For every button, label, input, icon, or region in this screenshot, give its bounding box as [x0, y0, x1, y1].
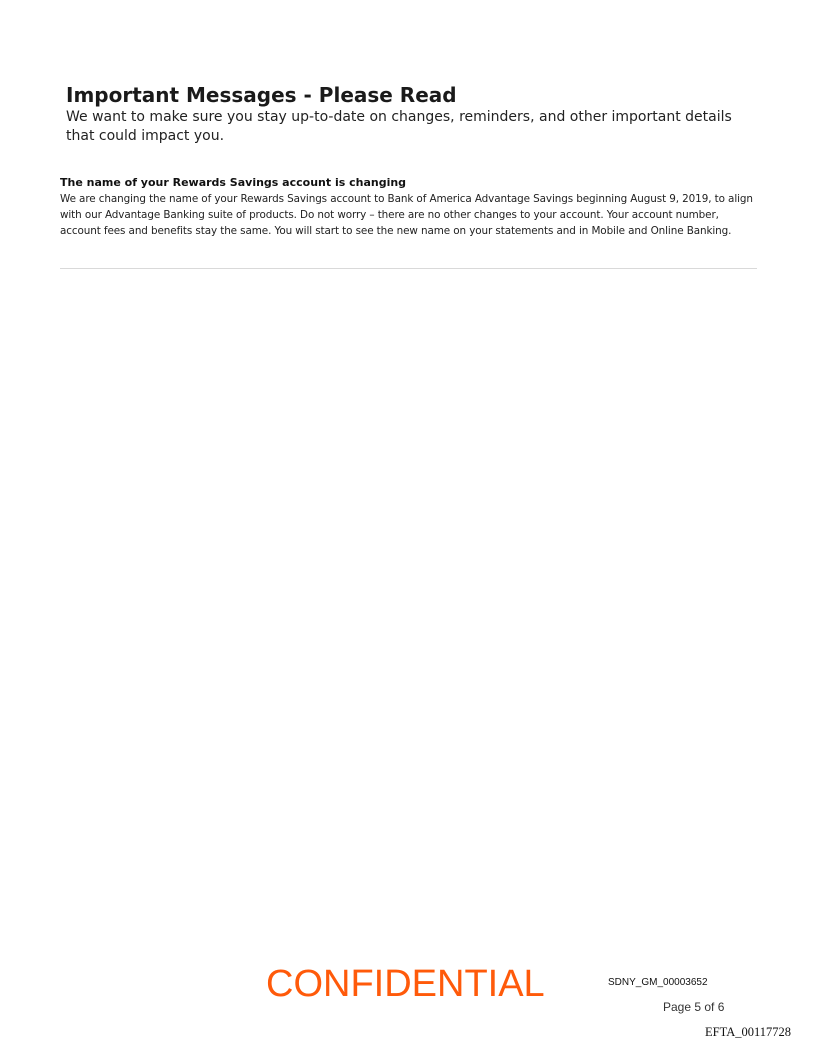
- message-heading: The name of your Rewards Savings account is changing: [60, 176, 407, 189]
- bates-number: SDNY_GM_00003652: [608, 977, 708, 988]
- efta-id: EFTA_00117728: [705, 1025, 792, 1039]
- page-number: Page 5 of 6: [663, 1000, 725, 1014]
- divider: [60, 268, 757, 269]
- message-body: We are changing the name of your Rewards Savings account to Bank of America Advantage Savings beginning August 9, 2019, to align with our Advantage Banking suite of products. Do not worry – there are no other changes to your account. Your account number, account fees and benefits stay the same. You will start to see the new name on your statements and in Mobile and Online Banking.: [60, 193, 753, 237]
- confidential-stamp: CONFIDENTIAL: [266, 963, 545, 1005]
- page-subtitle: We want to make sure you stay up-to-date on changes, reminders, and other important details that could impact you.: [66, 109, 732, 144]
- message-block: [60, 175, 757, 239]
- page-title: Important Messages - Please Read: [66, 83, 457, 107]
